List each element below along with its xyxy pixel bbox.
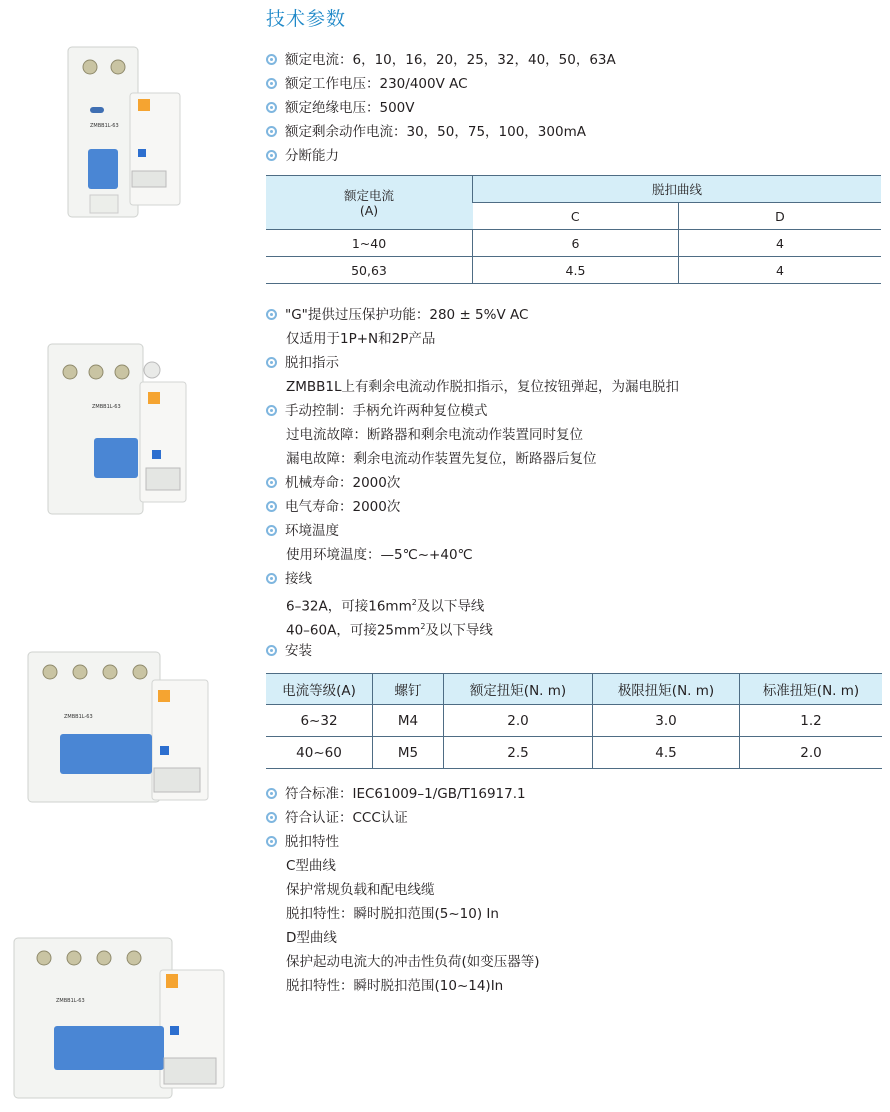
- torque-table: [266, 673, 882, 769]
- svg-text:ZMBB1L-63: ZMBB1L-63: [56, 998, 85, 1004]
- bullet-icon: [266, 405, 277, 416]
- bullet-icon: [266, 812, 277, 823]
- spec-manual-note-overcurrent: 过电流故障：断路器和剩余电流动作装置同时复位: [286, 427, 583, 443]
- spec-install: 安装: [266, 639, 312, 663]
- table1-col-c: C: [473, 203, 679, 230]
- bullet-icon: [266, 477, 277, 488]
- table2-header-screw: 螺钉: [373, 674, 444, 705]
- table-cell: 4: [679, 230, 882, 257]
- spec-trip-indicator-note: ZMBB1L上有剩余电流动作脱扣指示，复位按钮弹起，为漏电脱扣: [286, 379, 680, 395]
- bullet-icon: [266, 309, 277, 320]
- svg-text:ZMBB1L-63: ZMBB1L-63: [64, 714, 93, 720]
- table-cell: 2.0: [444, 705, 593, 737]
- breaker-2p-image: [60, 45, 190, 223]
- spec-rated-current: 额定电流：6，10，16，20，25，32，40，50，63A: [266, 48, 616, 72]
- spec-certification: 符合认证：CCC认证: [266, 806, 408, 830]
- table-cell: 50,63: [266, 257, 473, 284]
- spec-ambient-temp-note: 使用环境温度：—5℃~+40℃: [286, 547, 473, 563]
- table1-trip-curve-header: 脱扣曲线: [473, 176, 882, 203]
- svg-text:ZMBB1L-63: ZMBB1L-63: [92, 404, 121, 410]
- table-cell: 4.5: [473, 257, 679, 284]
- table-cell: M4: [373, 705, 444, 737]
- spec-wiring-note-60a: 40–60A，可接$25mm^2$及以下导线: [286, 622, 493, 639]
- table-cell: 40~60: [266, 737, 373, 769]
- spec-ambient-temp: 环境温度: [266, 519, 339, 543]
- breaker-3p-image: [40, 342, 190, 520]
- breaker-4p-image: [10, 930, 230, 1108]
- bullet-icon: [266, 126, 277, 137]
- table-row: [266, 737, 882, 769]
- spec-c-curve-range: 脱扣特性：瞬时脱扣范围(5~10) In: [286, 906, 499, 922]
- table-cell: 6: [473, 230, 679, 257]
- spec-rated-voltage: 额定工作电压：230/400V AC: [266, 72, 468, 96]
- spec-breaking-capacity: 分断能力: [266, 144, 339, 168]
- table1-col-d: D: [679, 203, 882, 230]
- table-cell: 2.0: [740, 737, 883, 769]
- bullet-icon: [266, 78, 277, 89]
- table-cell: 1.2: [740, 705, 883, 737]
- bullet-icon: [266, 788, 277, 799]
- table2-header-current: 电流等级(A): [266, 674, 373, 705]
- bullet-icon: [266, 150, 277, 161]
- bullet-icon: [266, 645, 277, 656]
- table-cell: 4.5: [593, 737, 740, 769]
- table2-header-limit-torque: 极限扭矩(N. m): [593, 674, 740, 705]
- table-cell: 1~40: [266, 230, 473, 257]
- spec-electrical-life: 电气寿命：2000次: [266, 495, 400, 519]
- breaker-3p-n-image: [24, 650, 214, 816]
- table-row: [266, 230, 881, 257]
- spec-d-curve-desc: 保护起动电流大的冲击性负荷(如变压器等): [286, 954, 540, 970]
- table-row: [266, 257, 881, 284]
- breaking-capacity-table: [266, 175, 881, 284]
- bullet-icon: [266, 54, 277, 65]
- table-cell: 3.0: [593, 705, 740, 737]
- spec-c-curve-desc: 保护常规负载和配电线缆: [286, 882, 435, 898]
- spec-standard: 符合标准：IEC61009–1/GB/T16917.1: [266, 782, 526, 806]
- bullet-icon: [266, 573, 277, 584]
- spec-trip-characteristics: 脱扣特性: [266, 830, 339, 854]
- table-cell: 4: [679, 257, 882, 284]
- spec-mechanical-life: 机械寿命：2000次: [266, 471, 400, 495]
- spec-residual-current: 额定剩余动作电流：30，50，75，100，300mA: [266, 120, 586, 144]
- spec-insulation-voltage: 额定绝缘电压：500V: [266, 96, 415, 120]
- spec-manual-control: 手动控制：手柄允许两种复位模式: [266, 399, 488, 423]
- table2-header-rated-torque: 额定扭矩(N. m): [444, 674, 593, 705]
- spec-overvoltage-note: 仅适用于1P+N和2P产品: [286, 331, 436, 347]
- spec-trip-indicator: 脱扣指示: [266, 351, 339, 375]
- spec-c-curve: C型曲线: [286, 858, 336, 874]
- spec-wiring: 接线: [266, 567, 312, 591]
- table2-header-standard-torque: 标准扭矩(N. m): [740, 674, 883, 705]
- svg-text:ZMBB1L-63: ZMBB1L-63: [90, 123, 119, 129]
- bullet-icon: [266, 102, 277, 113]
- table-cell: M5: [373, 737, 444, 769]
- spec-d-curve-range: 脱扣特性：瞬时脱扣范围(10~14)In: [286, 978, 504, 994]
- spec-manual-note-leakage: 漏电故障：剩余电流动作装置先复位，断路器后复位: [286, 451, 597, 467]
- table-cell: 6~32: [266, 705, 373, 737]
- spec-wiring-note-32a: 6–32A，可接$16mm^2$及以下导线: [286, 598, 485, 615]
- bullet-icon: [266, 836, 277, 847]
- page-title: 技术参数: [266, 8, 347, 30]
- table1-col-current-header: 额定电流 (A): [266, 176, 473, 230]
- bullet-icon: [266, 525, 277, 536]
- bullet-icon: [266, 501, 277, 512]
- spec-d-curve: D型曲线: [286, 930, 337, 946]
- table-row: [266, 705, 882, 737]
- bullet-icon: [266, 357, 277, 368]
- spec-overvoltage: "G"提供过压保护功能：280 ± 5%V AC: [266, 303, 528, 327]
- table-cell: 2.5: [444, 737, 593, 769]
